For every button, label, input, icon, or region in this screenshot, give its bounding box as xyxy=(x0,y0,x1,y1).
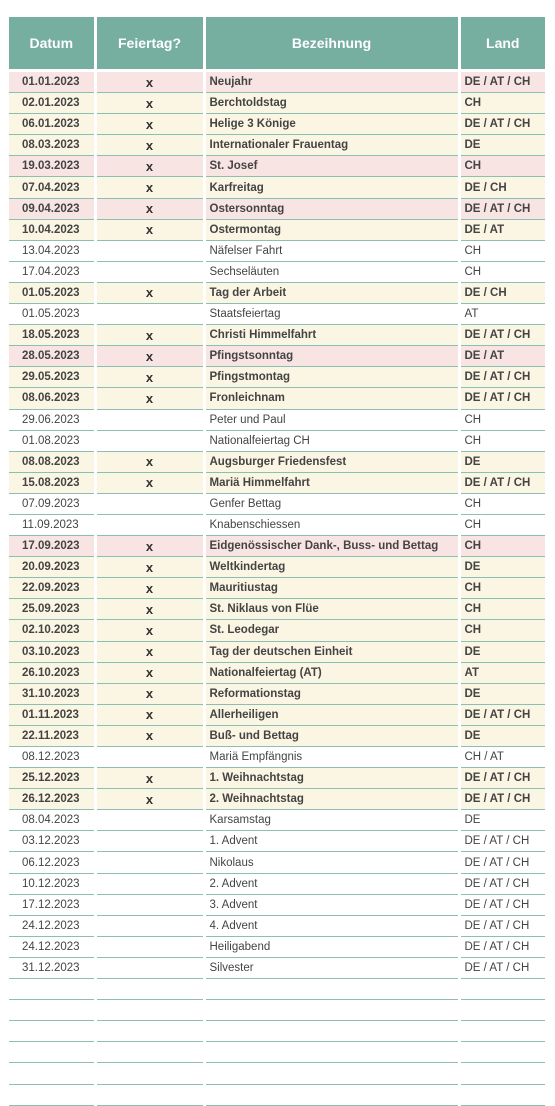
table-row xyxy=(9,852,545,873)
cell-bezeichnung[interactable] xyxy=(204,1000,459,1021)
table-row xyxy=(9,1042,545,1063)
table-row xyxy=(9,282,545,303)
cell-bezeichnung[interactable]: 1. Weihnachtstag xyxy=(204,768,459,789)
header-land[interactable]: Land xyxy=(459,17,545,71)
cell-feiertag[interactable]: x xyxy=(95,177,204,198)
cell-bezeichnung[interactable]: Berchtoldstag xyxy=(204,93,459,114)
cell-datum[interactable]: 26.12.2023 xyxy=(9,789,95,810)
cell-feiertag[interactable]: x xyxy=(95,282,204,303)
cell-land[interactable]: DE / AT / CH xyxy=(459,704,545,725)
cell-land[interactable]: DE xyxy=(459,725,545,746)
table-row xyxy=(9,93,545,114)
cell-datum[interactable]: 01.05.2023 xyxy=(9,282,95,303)
table-row xyxy=(9,367,545,388)
cell-feiertag[interactable] xyxy=(95,747,204,768)
table-row xyxy=(9,662,545,683)
cell-feiertag[interactable] xyxy=(95,1042,204,1063)
cell-feiertag[interactable]: x xyxy=(95,156,204,177)
cell-bezeichnung[interactable]: 2. Weihnachtstag xyxy=(204,789,459,810)
cell-datum[interactable]: 22.11.2023 xyxy=(9,725,95,746)
cell-bezeichnung[interactable]: St. Leodegar xyxy=(204,620,459,641)
cell-datum[interactable]: 24.12.2023 xyxy=(9,936,95,957)
cell-bezeichnung[interactable]: Allerheiligen xyxy=(204,704,459,725)
cell-datum[interactable]: 06.12.2023 xyxy=(9,852,95,873)
cell-datum[interactable]: 20.09.2023 xyxy=(9,557,95,578)
table-row xyxy=(9,704,545,725)
cell-datum[interactable]: 25.09.2023 xyxy=(9,599,95,620)
cell-land[interactable]: DE / AT / CH xyxy=(459,388,545,409)
cell-bezeichnung[interactable]: Karfreitag xyxy=(204,177,459,198)
cell-land[interactable]: DE xyxy=(459,683,545,704)
table-row xyxy=(9,1021,545,1042)
cell-bezeichnung[interactable]: Eidgenössischer Dank-, Buss- und Bettag xyxy=(204,536,459,557)
cell-datum[interactable]: 15.08.2023 xyxy=(9,472,95,493)
table-row xyxy=(9,1084,545,1105)
cell-feiertag[interactable] xyxy=(95,936,204,957)
table-row xyxy=(9,768,545,789)
cell-bezeichnung[interactable]: Nationalfeiertag (AT) xyxy=(204,662,459,683)
table-row xyxy=(9,979,545,1000)
cell-datum[interactable] xyxy=(9,1084,95,1105)
cell-feiertag[interactable] xyxy=(95,1021,204,1042)
cell-datum[interactable]: 01.01.2023 xyxy=(9,71,95,93)
table-row xyxy=(9,957,545,978)
cell-land[interactable]: CH xyxy=(459,599,545,620)
header-datum[interactable]: Datum xyxy=(9,17,95,71)
cell-land[interactable]: DE xyxy=(459,810,545,831)
cell-bezeichnung[interactable]: Fronleichnam xyxy=(204,388,459,409)
cell-feiertag[interactable] xyxy=(95,240,204,261)
cell-land[interactable] xyxy=(459,1042,545,1063)
table-row xyxy=(9,409,545,430)
cell-feiertag[interactable] xyxy=(95,1063,204,1084)
table-row xyxy=(9,1000,545,1021)
cell-feiertag[interactable] xyxy=(95,261,204,282)
table-row xyxy=(9,747,545,768)
cell-bezeichnung[interactable]: Mariä Empfängnis xyxy=(204,747,459,768)
cell-bezeichnung[interactable]: 1. Advent xyxy=(204,831,459,852)
cell-feiertag[interactable]: x xyxy=(95,662,204,683)
cell-bezeichnung[interactable] xyxy=(204,1021,459,1042)
table-row xyxy=(9,198,545,219)
table-row xyxy=(9,156,545,177)
header-feiertag[interactable]: Feiertag? xyxy=(95,17,204,71)
cell-feiertag[interactable] xyxy=(95,514,204,535)
cell-land[interactable]: CH xyxy=(459,430,545,451)
cell-datum[interactable] xyxy=(9,979,95,1000)
cell-bezeichnung[interactable]: Reformationstag xyxy=(204,683,459,704)
cell-land[interactable]: DE / AT / CH xyxy=(459,114,545,135)
cell-datum[interactable] xyxy=(9,1021,95,1042)
table-row xyxy=(9,620,545,641)
cell-bezeichnung[interactable]: Mariä Himmelfahrt xyxy=(204,472,459,493)
holiday-table xyxy=(9,17,545,1106)
cell-land[interactable]: DE / CH xyxy=(459,282,545,303)
table-row xyxy=(9,240,545,261)
cell-bezeichnung[interactable]: Peter und Paul xyxy=(204,409,459,430)
table-row xyxy=(9,346,545,367)
cell-land[interactable]: AT xyxy=(459,304,545,325)
cell-bezeichnung[interactable]: Genfer Bettag xyxy=(204,493,459,514)
cell-feiertag[interactable]: x xyxy=(95,219,204,240)
cell-feiertag[interactable] xyxy=(95,894,204,915)
header-row xyxy=(9,17,545,71)
cell-feiertag[interactable] xyxy=(95,493,204,514)
cell-bezeichnung[interactable]: Weltkindertag xyxy=(204,557,459,578)
cell-land[interactable]: CH xyxy=(459,536,545,557)
cell-datum[interactable]: 09.04.2023 xyxy=(9,198,95,219)
cell-datum[interactable]: 31.12.2023 xyxy=(9,957,95,978)
cell-datum[interactable]: 31.10.2023 xyxy=(9,683,95,704)
cell-land[interactable]: DE / AT / CH xyxy=(459,789,545,810)
cell-bezeichnung[interactable]: Mauritiustag xyxy=(204,578,459,599)
cell-land[interactable]: DE / AT / CH xyxy=(459,894,545,915)
cell-feiertag[interactable] xyxy=(95,304,204,325)
cell-bezeichnung[interactable]: Internationaler Frauentag xyxy=(204,135,459,156)
cell-bezeichnung[interactable] xyxy=(204,1084,459,1105)
cell-feiertag[interactable] xyxy=(95,810,204,831)
cell-land[interactable]: CH xyxy=(459,93,545,114)
cell-datum[interactable]: 01.05.2023 xyxy=(9,304,95,325)
cell-datum[interactable]: 28.05.2023 xyxy=(9,346,95,367)
table-row xyxy=(9,219,545,240)
cell-datum[interactable]: 29.06.2023 xyxy=(9,409,95,430)
cell-feiertag[interactable] xyxy=(95,1000,204,1021)
cell-feiertag[interactable] xyxy=(95,1084,204,1105)
cell-bezeichnung[interactable]: Ostermontag xyxy=(204,219,459,240)
cell-land[interactable]: DE / AT / CH xyxy=(459,325,545,346)
cell-land[interactable] xyxy=(459,1021,545,1042)
cell-bezeichnung[interactable]: Pfingstsonntag xyxy=(204,346,459,367)
cell-datum[interactable]: 08.08.2023 xyxy=(9,451,95,472)
cell-datum[interactable]: 08.03.2023 xyxy=(9,135,95,156)
cell-bezeichnung[interactable]: Nikolaus xyxy=(204,852,459,873)
cell-datum[interactable]: 01.11.2023 xyxy=(9,704,95,725)
cell-land[interactable]: DE / AT / CH xyxy=(459,936,545,957)
cell-datum[interactable]: 10.04.2023 xyxy=(9,219,95,240)
table-row xyxy=(9,177,545,198)
cell-datum[interactable]: 18.05.2023 xyxy=(9,325,95,346)
cell-land[interactable]: DE / AT / CH xyxy=(459,367,545,388)
table-row xyxy=(9,135,545,156)
cell-bezeichnung[interactable]: St. Josef xyxy=(204,156,459,177)
cell-feiertag[interactable]: x xyxy=(95,367,204,388)
cell-land[interactable]: DE / AT / CH xyxy=(459,198,545,219)
cell-land[interactable]: DE / AT / CH xyxy=(459,831,545,852)
cell-bezeichnung[interactable]: Neujahr xyxy=(204,71,459,93)
table-row xyxy=(9,936,545,957)
cell-bezeichnung[interactable]: Silvester xyxy=(204,957,459,978)
cell-bezeichnung[interactable]: Knabenschiessen xyxy=(204,514,459,535)
cell-bezeichnung[interactable]: Heiligabend xyxy=(204,936,459,957)
cell-datum[interactable]: 08.12.2023 xyxy=(9,747,95,768)
cell-bezeichnung[interactable]: Ostersonntag xyxy=(204,198,459,219)
cell-datum[interactable]: 22.09.2023 xyxy=(9,578,95,599)
cell-datum[interactable]: 10.12.2023 xyxy=(9,873,95,894)
cell-datum[interactable]: 07.04.2023 xyxy=(9,177,95,198)
cell-land[interactable] xyxy=(459,1000,545,1021)
cell-bezeichnung[interactable]: 4. Advent xyxy=(204,915,459,936)
cell-land[interactable] xyxy=(459,979,545,1000)
cell-datum[interactable]: 08.04.2023 xyxy=(9,810,95,831)
cell-feiertag[interactable]: x xyxy=(95,683,204,704)
cell-feiertag[interactable]: x xyxy=(95,198,204,219)
cell-feiertag[interactable]: x xyxy=(95,641,204,662)
cell-bezeichnung[interactable]: Karsamstag xyxy=(204,810,459,831)
table-row xyxy=(9,894,545,915)
cell-feiertag[interactable] xyxy=(95,852,204,873)
cell-feiertag[interactable] xyxy=(95,873,204,894)
cell-datum[interactable]: 26.10.2023 xyxy=(9,662,95,683)
cell-bezeichnung[interactable]: Staatsfeiertag xyxy=(204,304,459,325)
cell-bezeichnung[interactable]: 2. Advent xyxy=(204,873,459,894)
cell-datum[interactable]: 29.05.2023 xyxy=(9,367,95,388)
cell-datum[interactable]: 19.03.2023 xyxy=(9,156,95,177)
cell-feiertag[interactable] xyxy=(95,957,204,978)
cell-land[interactable]: DE xyxy=(459,557,545,578)
cell-bezeichnung[interactable]: Augsburger Friedensfest xyxy=(204,451,459,472)
cell-land[interactable]: DE / AT / CH xyxy=(459,71,545,93)
cell-land[interactable]: DE / AT / CH xyxy=(459,768,545,789)
cell-feiertag[interactable]: x xyxy=(95,71,204,93)
cell-land[interactable]: DE / CH xyxy=(459,177,545,198)
cell-feiertag[interactable]: x xyxy=(95,93,204,114)
cell-datum[interactable]: 02.10.2023 xyxy=(9,620,95,641)
table-row xyxy=(9,599,545,620)
cell-feiertag[interactable]: x xyxy=(95,578,204,599)
cell-land[interactable] xyxy=(459,1084,545,1105)
table-row xyxy=(9,831,545,852)
cell-land[interactable]: CH xyxy=(459,261,545,282)
cell-land[interactable]: CH xyxy=(459,620,545,641)
cell-bezeichnung[interactable]: Tag der Arbeit xyxy=(204,282,459,303)
cell-land[interactable]: DE / AT / CH xyxy=(459,873,545,894)
cell-bezeichnung[interactable]: Nationalfeiertag CH xyxy=(204,430,459,451)
cell-land[interactable]: DE xyxy=(459,641,545,662)
table-row xyxy=(9,71,545,93)
cell-bezeichnung[interactable] xyxy=(204,1063,459,1084)
table-row xyxy=(9,304,545,325)
cell-datum[interactable]: 13.04.2023 xyxy=(9,240,95,261)
cell-feiertag[interactable]: x xyxy=(95,789,204,810)
table-row xyxy=(9,472,545,493)
table-row xyxy=(9,1063,545,1084)
cell-feiertag[interactable]: x xyxy=(95,536,204,557)
table-row xyxy=(9,514,545,535)
cell-datum[interactable]: 01.08.2023 xyxy=(9,430,95,451)
table-row xyxy=(9,451,545,472)
cell-land[interactable]: CH xyxy=(459,578,545,599)
cell-bezeichnung[interactable] xyxy=(204,979,459,1000)
cell-land[interactable]: DE xyxy=(459,451,545,472)
cell-feiertag[interactable]: x xyxy=(95,135,204,156)
table-row xyxy=(9,493,545,514)
table-row xyxy=(9,873,545,894)
cell-feiertag[interactable] xyxy=(95,979,204,1000)
cell-datum[interactable] xyxy=(9,1063,95,1084)
table-row xyxy=(9,810,545,831)
table-row xyxy=(9,536,545,557)
cell-feiertag[interactable]: x xyxy=(95,472,204,493)
cell-feiertag[interactable]: x xyxy=(95,725,204,746)
cell-datum[interactable]: 03.12.2023 xyxy=(9,831,95,852)
cell-land[interactable]: DE / AT xyxy=(459,219,545,240)
cell-feiertag[interactable] xyxy=(95,831,204,852)
cell-feiertag[interactable] xyxy=(95,409,204,430)
cell-land[interactable]: CH xyxy=(459,514,545,535)
cell-feiertag[interactable] xyxy=(95,915,204,936)
cell-feiertag[interactable]: x xyxy=(95,599,204,620)
table-row xyxy=(9,683,545,704)
cell-land[interactable]: CH / AT xyxy=(459,747,545,768)
cell-bezeichnung[interactable]: Buß- und Bettag xyxy=(204,725,459,746)
cell-land[interactable]: DE / AT / CH xyxy=(459,852,545,873)
cell-land[interactable]: DE / AT / CH xyxy=(459,472,545,493)
cell-datum[interactable]: 17.12.2023 xyxy=(9,894,95,915)
table-row xyxy=(9,114,545,135)
cell-feiertag[interactable]: x xyxy=(95,557,204,578)
table-row xyxy=(9,725,545,746)
table-row xyxy=(9,261,545,282)
cell-land[interactable] xyxy=(459,1063,545,1084)
cell-land[interactable]: DE / AT / CH xyxy=(459,957,545,978)
cell-feiertag[interactable]: x xyxy=(95,346,204,367)
cell-datum[interactable]: 17.09.2023 xyxy=(9,536,95,557)
cell-bezeichnung[interactable]: Pfingstmontag xyxy=(204,367,459,388)
cell-bezeichnung[interactable]: Näfelser Fahrt xyxy=(204,240,459,261)
cell-feiertag[interactable]: x xyxy=(95,451,204,472)
cell-feiertag[interactable]: x xyxy=(95,704,204,725)
cell-feiertag[interactable]: x xyxy=(95,325,204,346)
table-row xyxy=(9,430,545,451)
cell-land[interactable]: CH xyxy=(459,493,545,514)
cell-land[interactable]: DE / AT / CH xyxy=(459,915,545,936)
header-bezeichnung[interactable]: Bezeihnung xyxy=(204,17,459,71)
cell-land[interactable]: CH xyxy=(459,156,545,177)
cell-datum[interactable] xyxy=(9,1000,95,1021)
cell-feiertag[interactable] xyxy=(95,430,204,451)
table-row xyxy=(9,388,545,409)
cell-bezeichnung[interactable]: Helige 3 Könige xyxy=(204,114,459,135)
cell-bezeichnung[interactable] xyxy=(204,1042,459,1063)
cell-datum[interactable]: 11.09.2023 xyxy=(9,514,95,535)
cell-land[interactable]: DE xyxy=(459,135,545,156)
table-row xyxy=(9,578,545,599)
cell-land[interactable]: CH xyxy=(459,240,545,261)
cell-bezeichnung[interactable]: Sechseläuten xyxy=(204,261,459,282)
cell-feiertag[interactable]: x xyxy=(95,620,204,641)
table-row xyxy=(9,641,545,662)
cell-feiertag[interactable]: x xyxy=(95,388,204,409)
table-row xyxy=(9,915,545,936)
cell-land[interactable]: DE / AT xyxy=(459,346,545,367)
cell-datum[interactable]: 06.01.2023 xyxy=(9,114,95,135)
cell-datum[interactable]: 24.12.2023 xyxy=(9,915,95,936)
cell-datum[interactable]: 08.06.2023 xyxy=(9,388,95,409)
table-row xyxy=(9,557,545,578)
cell-feiertag[interactable]: x xyxy=(95,114,204,135)
cell-datum[interactable] xyxy=(9,1042,95,1063)
cell-bezeichnung[interactable]: St. Niklaus von Flüe xyxy=(204,599,459,620)
cell-feiertag[interactable]: x xyxy=(95,768,204,789)
table-row xyxy=(9,789,545,810)
cell-land[interactable]: AT xyxy=(459,662,545,683)
cell-datum[interactable]: 02.01.2023 xyxy=(9,93,95,114)
cell-bezeichnung[interactable]: Tag der deutschen Einheit xyxy=(204,641,459,662)
cell-bezeichnung[interactable]: 3. Advent xyxy=(204,894,459,915)
cell-datum[interactable]: 03.10.2023 xyxy=(9,641,95,662)
table-row xyxy=(9,325,545,346)
cell-bezeichnung[interactable]: Christi Himmelfahrt xyxy=(204,325,459,346)
cell-land[interactable]: CH xyxy=(459,409,545,430)
cell-datum[interactable]: 17.04.2023 xyxy=(9,261,95,282)
cell-datum[interactable]: 25.12.2023 xyxy=(9,768,95,789)
cell-datum[interactable]: 07.09.2023 xyxy=(9,493,95,514)
